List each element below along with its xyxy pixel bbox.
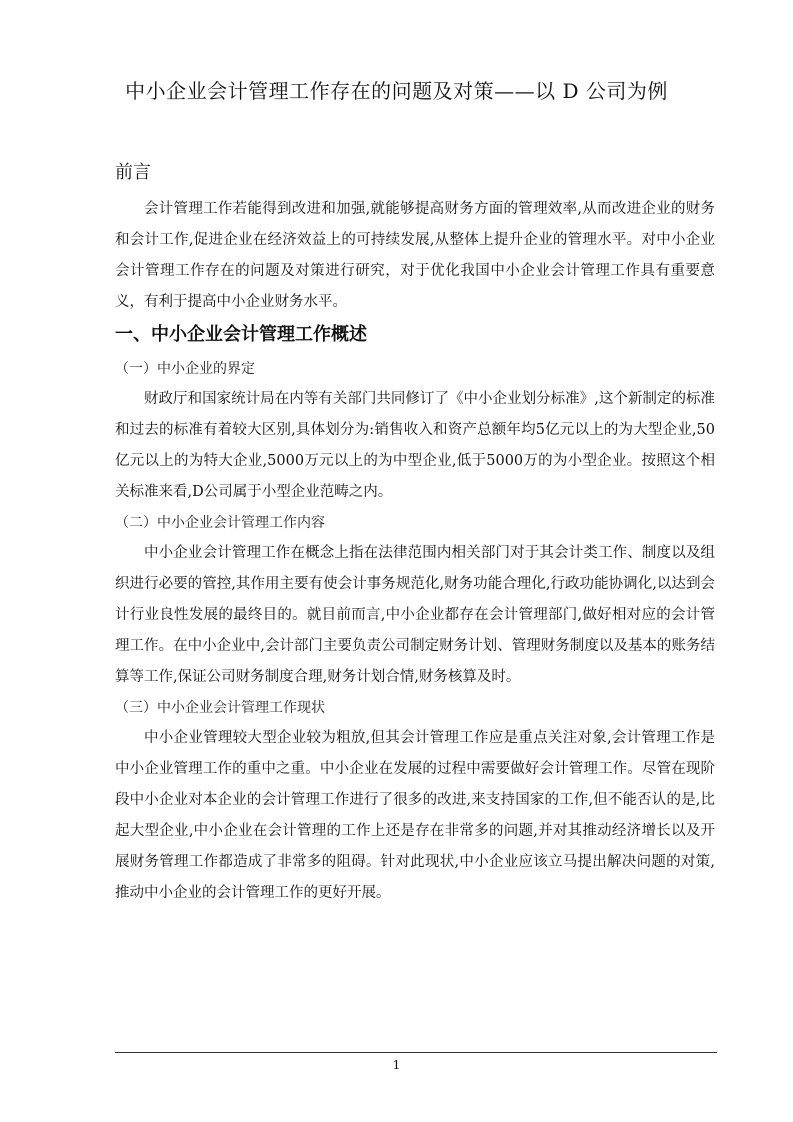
subsection-2-paragraph: 中小企业会计管理工作在概念上指在法律范围内相关部门对于其会计类工作、制度以及组织进行必要的管控,其作用主要有使会计事务规范化,财务功能合理化,行政功能协调化,以达到会计行业良性发展的最终目的。就目前而言,中小企业都存在会计管理部门,做好相对应的会计管理工作。在中小企业中,会计部门主要负责公司制定财务计划、管理财务制度以及基本的账务结算等工作,保证公司财务制度合理,财务计划合情,财务核算及时。 <box>115 545 715 685</box>
subsection-2-heading: （二）中小企业会计管理工作内容 <box>115 515 325 531</box>
preface-heading: 前言 <box>115 162 151 183</box>
subsection-3-heading: （三）中小企业会计管理工作现状 <box>115 700 325 716</box>
subsection-3-paragraph: 中小企业管理较大型企业较为粗放,但其会计管理工作应是重点关注对象,会计管理工作是中小企业管理工作的重中之重。中小企业在发展的过程中需要做好会计管理工作。尽管在现阶段中小企业对本企业的会计管理工作进行了很多的改进,来支持国家的工作,但不能否认的是,比起大型企业,中小企业在会计管理的工作上还是存在非常多的问题,并对其推动经济增长以及开展财务管理工作都造成了非常多的阻碍。针对此现状,中小企业应该立马提出解决问题的对策,推动中小企业的会计管理工作的更好开展。 <box>115 730 715 901</box>
preface-paragraph: 会计管理工作若能得到改进和加强,就能够提高财务方面的管理效率,从而改进企业的财务和会计工作,促进企业在经济效益上的可持续发展,从整体上提升企业的管理水平。对中小企业会计管理工作存在的问题及对策进行研究，对于优化我国中小企业会计管理工作具有重要意义，有利于提高中小企业财务水平。 <box>115 201 715 310</box>
document-title: 中小企业会计管理工作存在的问题及对策——以 D 公司为例 <box>125 79 668 103</box>
subsection-1-paragraph: 财政厅和国家统计局在内等有关部门共同修订了《中小企业划分标准》,这个新制定的标准和过去的标准有着较大区别,具体划分为:销售收入和资产总额年均5亿元以上的为大型企业,50亿元以上的为特大企业,5000万元以上的为中型企业,低于5000万的为小型企业。按照这个相关标准来看,D公司属于小型企业范畴之内。 <box>115 391 715 500</box>
document-body <box>115 158 715 909</box>
section-1-heading: 一、中小企业会计管理工作概述 <box>115 324 367 345</box>
subsection-1-heading: （一）中小企业的界定 <box>115 361 255 377</box>
footer-divider <box>115 1052 717 1053</box>
page-number: 1 <box>392 1058 401 1072</box>
